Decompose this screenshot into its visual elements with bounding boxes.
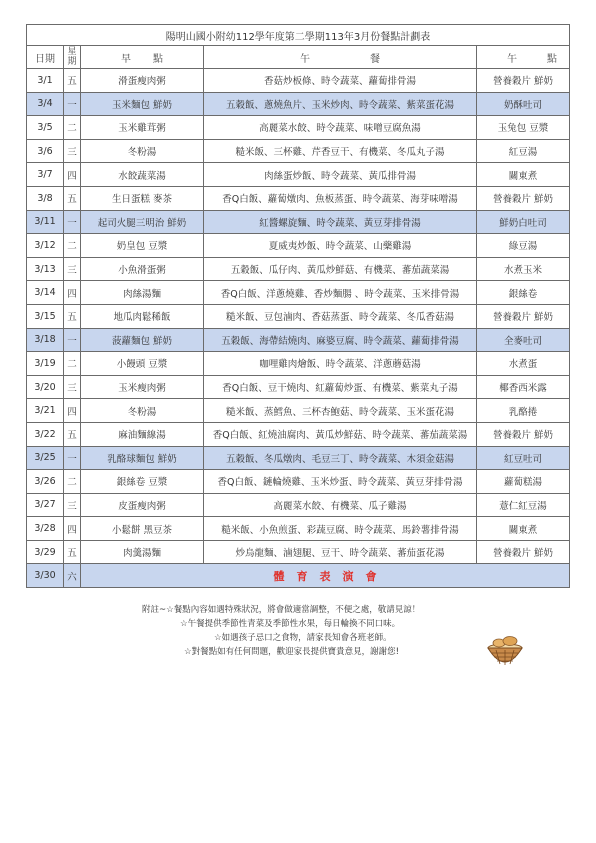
- weekday-cell: 三: [64, 257, 81, 281]
- table-row: [27, 446, 570, 470]
- afternoon-cell: 鮮奶白吐司: [477, 210, 570, 234]
- date-cell: 3/21: [27, 399, 64, 423]
- breakfast-cell: 小魚滑蛋粥: [81, 257, 204, 281]
- weekday-cell: 四: [64, 517, 81, 541]
- weekday-cell: 四: [64, 399, 81, 423]
- date-cell: 3/27: [27, 493, 64, 517]
- date-cell: 3/18: [27, 328, 64, 352]
- table-row: [27, 116, 570, 140]
- date-cell: 3/1: [27, 69, 64, 93]
- date-cell: 3/11: [27, 210, 64, 234]
- afternoon-cell: 全麥吐司: [477, 328, 570, 352]
- header-afternoon: 午點: [477, 46, 570, 69]
- breakfast-cell: 麻油麵線湯: [81, 422, 204, 446]
- date-cell: 3/5: [27, 116, 64, 140]
- breakfast-cell: 水餃蔬菜湯: [81, 163, 204, 187]
- breakfast-cell: 皮蛋瘦肉粥: [81, 493, 204, 517]
- weekday-cell: 二: [64, 234, 81, 258]
- afternoon-cell: 營養穀片 鮮奶: [477, 422, 570, 446]
- table-row: [27, 493, 570, 517]
- breakfast-cell: 銀絲卷 豆漿: [81, 470, 204, 494]
- breakfast-cell: 地瓜肉鬆稀飯: [81, 304, 204, 328]
- weekday-cell: 一: [64, 92, 81, 116]
- lunch-cell: 香Q白飯、豆干燒肉、紅蘿蔔炒蛋、有機菜、紫菜丸子湯: [204, 375, 477, 399]
- lunch-cell: 香菇炒板條、時令蔬菜、蘿蔔排骨湯: [204, 69, 477, 93]
- lunch-cell: 五穀飯、蔥燒魚片、玉米炒肉、時令蔬菜、紫菜蛋花湯: [204, 92, 477, 116]
- table-row: [27, 304, 570, 328]
- lunch-cell: 香Q白飯、洋蔥燒雞、香炒麵腸 、時令蔬菜、玉米排骨湯: [204, 281, 477, 305]
- afternoon-cell: 椰香西米露: [477, 375, 570, 399]
- date-cell: 3/22: [27, 422, 64, 446]
- date-cell: 3/30: [27, 564, 64, 588]
- table-row: [27, 470, 570, 494]
- meal-plan-table: [26, 24, 587, 588]
- header-weekday: 星期: [64, 46, 81, 69]
- lunch-cell: 香Q白飯、鏈輪燒雞、玉米炒蛋、時令蔬菜、黃豆芽排骨湯: [204, 470, 477, 494]
- date-cell: 3/12: [27, 234, 64, 258]
- event-cell: 體育表演會: [81, 564, 570, 588]
- breakfast-cell: 冬粉湯: [81, 399, 204, 423]
- afternoon-cell: 綠豆湯: [477, 234, 570, 258]
- table-row: [27, 92, 570, 116]
- afternoon-cell: 關東煮: [477, 517, 570, 541]
- date-cell: 3/19: [27, 352, 64, 376]
- afternoon-cell: 玉兔包 豆漿: [477, 116, 570, 140]
- breakfast-cell: 生日蛋糕 麥茶: [81, 186, 204, 210]
- table-row: [27, 517, 570, 541]
- date-cell: 3/20: [27, 375, 64, 399]
- table-row: [27, 422, 570, 446]
- date-cell: 3/14: [27, 281, 64, 305]
- date-cell: 3/4: [27, 92, 64, 116]
- weekday-cell: 四: [64, 281, 81, 305]
- weekday-cell: 一: [64, 446, 81, 470]
- afternoon-cell: 乳酪捲: [477, 399, 570, 423]
- weekday-cell: 一: [64, 328, 81, 352]
- breakfast-cell: 菠蘿麵包 鮮奶: [81, 328, 204, 352]
- notes-section: [26, 602, 569, 692]
- table-row: [27, 210, 570, 234]
- table-row: [27, 375, 570, 399]
- table-row: [27, 399, 570, 423]
- afternoon-cell: 關東煮: [477, 163, 570, 187]
- table-row: [27, 163, 570, 187]
- breakfast-cell: 玉米雞茸粥: [81, 116, 204, 140]
- header-row: [27, 46, 570, 69]
- afternoon-cell: 紅豆吐司: [477, 446, 570, 470]
- lunch-cell: 糙米飯、蒸鱈魚、三杯杏鮑菇、時令蔬菜、玉米蛋花湯: [204, 399, 477, 423]
- table-row: [27, 257, 570, 281]
- table-row: [27, 540, 570, 564]
- title-row: [27, 25, 570, 46]
- weekday-cell: 五: [64, 69, 81, 93]
- lunch-cell: 炒烏龍麵、滷翅腿、豆干、時令蔬菜、蕃茄蛋花湯: [204, 540, 477, 564]
- date-cell: 3/26: [27, 470, 64, 494]
- afternoon-cell: 營養穀片 鮮奶: [477, 304, 570, 328]
- weekday-cell: 一: [64, 210, 81, 234]
- date-cell: 3/13: [27, 257, 64, 281]
- afternoon-cell: 水煮蛋: [477, 352, 570, 376]
- lunch-cell: 咖哩雞肉燴飯、時令蔬菜、洋蔥蘑菇湯: [204, 352, 477, 376]
- breakfast-cell: 玉米麵包 鮮奶: [81, 92, 204, 116]
- header-date: 日期: [27, 46, 64, 69]
- note-line: ☆午餐提供季節性青菜及季節性水果，每日輪換不同口味。: [180, 619, 401, 629]
- breakfast-cell: 肉羹湯麵: [81, 540, 204, 564]
- afternoon-cell: 奶酥吐司: [477, 92, 570, 116]
- weekday-cell: 六: [64, 564, 81, 588]
- afternoon-cell: 銀絲卷: [477, 281, 570, 305]
- afternoon-cell: 紅豆湯: [477, 139, 570, 163]
- afternoon-cell: 營養穀片 鮮奶: [477, 186, 570, 210]
- breakfast-cell: 奶皇包 豆漿: [81, 234, 204, 258]
- date-cell: 3/25: [27, 446, 64, 470]
- event-row: [27, 564, 570, 588]
- page-title: 陽明山國小附幼112學年度第二學期113年3月份餐點計劃表: [27, 25, 570, 46]
- lunch-cell: 高麗菜水餃、時令蔬菜、味噌豆腐魚湯: [204, 116, 477, 140]
- table-row: [27, 139, 570, 163]
- weekday-cell: 五: [64, 186, 81, 210]
- note-line: ☆如遇孩子忌口之食物，請家長知會各班老師。: [214, 633, 392, 643]
- date-cell: 3/28: [27, 517, 64, 541]
- breakfast-cell: 小饅頭 豆漿: [81, 352, 204, 376]
- lunch-cell: 紅醬螺旋麵、時令蔬菜、黃豆芽排骨湯: [204, 210, 477, 234]
- table-row: [27, 234, 570, 258]
- note-line: 附註~☆餐點內容如遇特殊狀況，將會做適當調整，不便之處，敬請見諒！: [142, 605, 421, 615]
- lunch-cell: 糙米飯、三杯雞、芹香豆干、有機菜、冬瓜丸子湯: [204, 139, 477, 163]
- weekday-cell: 四: [64, 163, 81, 187]
- afternoon-cell: 水煮玉米: [477, 257, 570, 281]
- weekday-cell: 三: [64, 493, 81, 517]
- date-cell: 3/15: [27, 304, 64, 328]
- header-lunch: 午餐: [204, 46, 477, 69]
- afternoon-cell: 營養穀片 鮮奶: [477, 69, 570, 93]
- date-cell: 3/8: [27, 186, 64, 210]
- weekday-cell: 三: [64, 139, 81, 163]
- lunch-cell: 肉絲蛋炒飯、時令蔬菜、黃瓜排骨湯: [204, 163, 477, 187]
- table-row: [27, 69, 570, 93]
- weekday-cell: 五: [64, 540, 81, 564]
- date-cell: 3/29: [27, 540, 64, 564]
- weekday-cell: 二: [64, 116, 81, 140]
- lunch-cell: 高麗菜水餃、有機菜、瓜子雞湯: [204, 493, 477, 517]
- lunch-cell: 五穀飯、海帶結燒肉、麻婆豆腐、時令蔬菜、蘿蔔排骨湯: [204, 328, 477, 352]
- weekday-cell: 五: [64, 304, 81, 328]
- lunch-cell: 五穀飯、瓜仔肉、黃瓜炒鮮菇、有機菜、蕃茄蔬菜湯: [204, 257, 477, 281]
- note-line: ☆對餐點如有任何問題，歡迎家長提供寶貴意見，謝謝您!: [184, 647, 400, 657]
- breakfast-cell: 玉米瘦肉粥: [81, 375, 204, 399]
- table-row: [27, 352, 570, 376]
- weekday-cell: 二: [64, 470, 81, 494]
- table-row: [27, 186, 570, 210]
- lunch-cell: 糙米飯、豆包滷肉、香菇蒸蛋、時令蔬菜、冬瓜香菇湯: [204, 304, 477, 328]
- table-row: [27, 328, 570, 352]
- lunch-cell: 糙米飯、小魚煎蛋、彩蔬豆腐、時令蔬菜、馬鈴薯排骨湯: [204, 517, 477, 541]
- menu-sheet: [26, 24, 587, 588]
- breakfast-cell: 起司火腿三明治 鮮奶: [81, 210, 204, 234]
- weekday-cell: 二: [64, 352, 81, 376]
- table-row: [27, 281, 570, 305]
- lunch-cell: 夏威夷炒飯、時令蔬菜、山藥雞湯: [204, 234, 477, 258]
- afternoon-cell: 營養穀片 鮮奶: [477, 540, 570, 564]
- bread-basket-icon: [482, 626, 528, 672]
- breakfast-cell: 冬粉湯: [81, 139, 204, 163]
- breakfast-cell: 小鬆餅 黑豆茶: [81, 517, 204, 541]
- lunch-cell: 五穀飯、冬瓜燉肉、毛豆三丁、時令蔬菜、木須金菇湯: [204, 446, 477, 470]
- afternoon-cell: 蘿蔔糕湯: [477, 470, 570, 494]
- breakfast-cell: 滑蛋瘦肉粥: [81, 69, 204, 93]
- weekday-cell: 五: [64, 422, 81, 446]
- weekday-cell: 三: [64, 375, 81, 399]
- header-breakfast: 早點: [81, 46, 204, 69]
- breakfast-cell: 乳酪球麵包 鮮奶: [81, 446, 204, 470]
- lunch-cell: 香Q白飯、紅燒油腐肉、黃瓜炒鮮菇、時令蔬菜、蕃茄蔬菜湯: [204, 422, 477, 446]
- breakfast-cell: 肉絲湯麵: [81, 281, 204, 305]
- date-cell: 3/6: [27, 139, 64, 163]
- lunch-cell: 香Q白飯、蘿蔔燉肉、魚板蒸蛋、時令蔬菜、海芽味噌湯: [204, 186, 477, 210]
- afternoon-cell: 薏仁紅豆湯: [477, 493, 570, 517]
- date-cell: 3/7: [27, 163, 64, 187]
